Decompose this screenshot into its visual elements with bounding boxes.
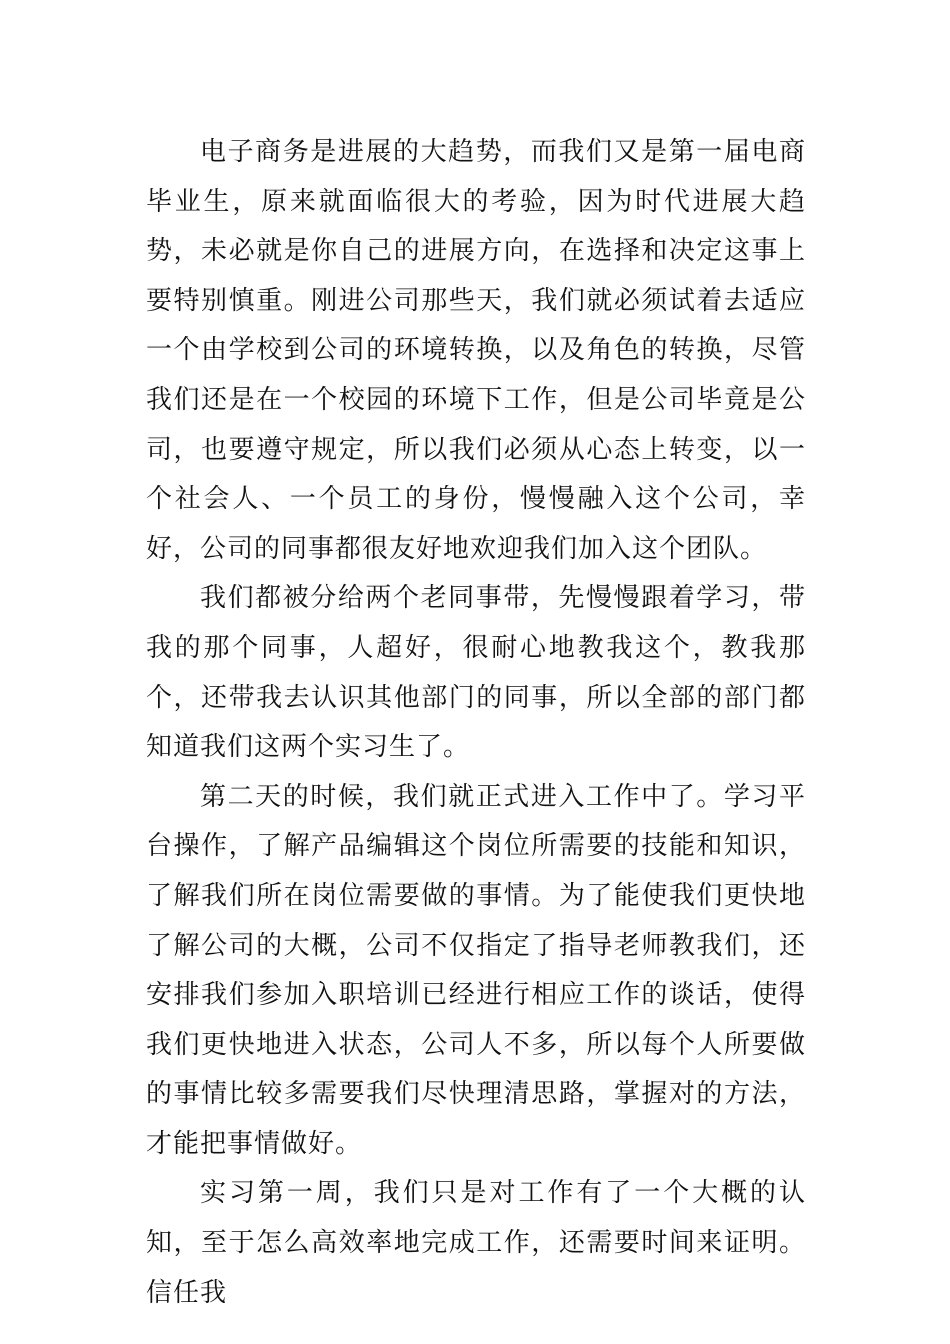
body-text xyxy=(146,128,806,1318)
paragraph-4: 实习第一周，我们只是对工作有了一个大概的认知，至于怎么高效率地完成工作，还需要时间来证明。信任我 xyxy=(146,1178,806,1308)
paragraph-2: 我们都被分给两个老同事带，先慢慢跟着学习，带我的那个同事，人超好，很耐心地教我这个，教我那个，还带我去认识其他部门的同事，所以全部的部门都知道我们这两个实习生了。 xyxy=(146,583,806,763)
paragraph-3: 第二天的时候，我们就正式进入工作中了。学习平台操作，了解产品编辑这个岗位所需要的技能和知识，了解我们所在岗位需要做的事情。为了能使我们更快地了解公司的大概，公司不仅指定了指导老师教我们，还安排我们参加入职培训已经进行相应工作的谈话，使得我们更快地进入状态，公司人不多，所以每个人所要做的事情比较多需要我们尽快理清思路，掌握对的方法，才能把事情做好。 xyxy=(146,781,806,1159)
paragraph-1: 电子商务是进展的大趋势，而我们又是第一届电商毕业生，原来就面临很大的考验，因为时代进展大趋势，未必就是你自己的进展方向，在选择和决定这事上要特别慎重。刚进公司那些天，我们就必须试着去适应一个由学校到公司的环境转换，以及角色的转换，尽管我们还是在一个校园的环境下工作，但是公司毕竟是公司，也要遵守规定，所以我们必须从心态上转变，以一个社会人、一个员工的身份，慢慢融入这个公司，幸好，公司的同事都很友好地欢迎我们加入这个团队。 xyxy=(146,137,806,564)
